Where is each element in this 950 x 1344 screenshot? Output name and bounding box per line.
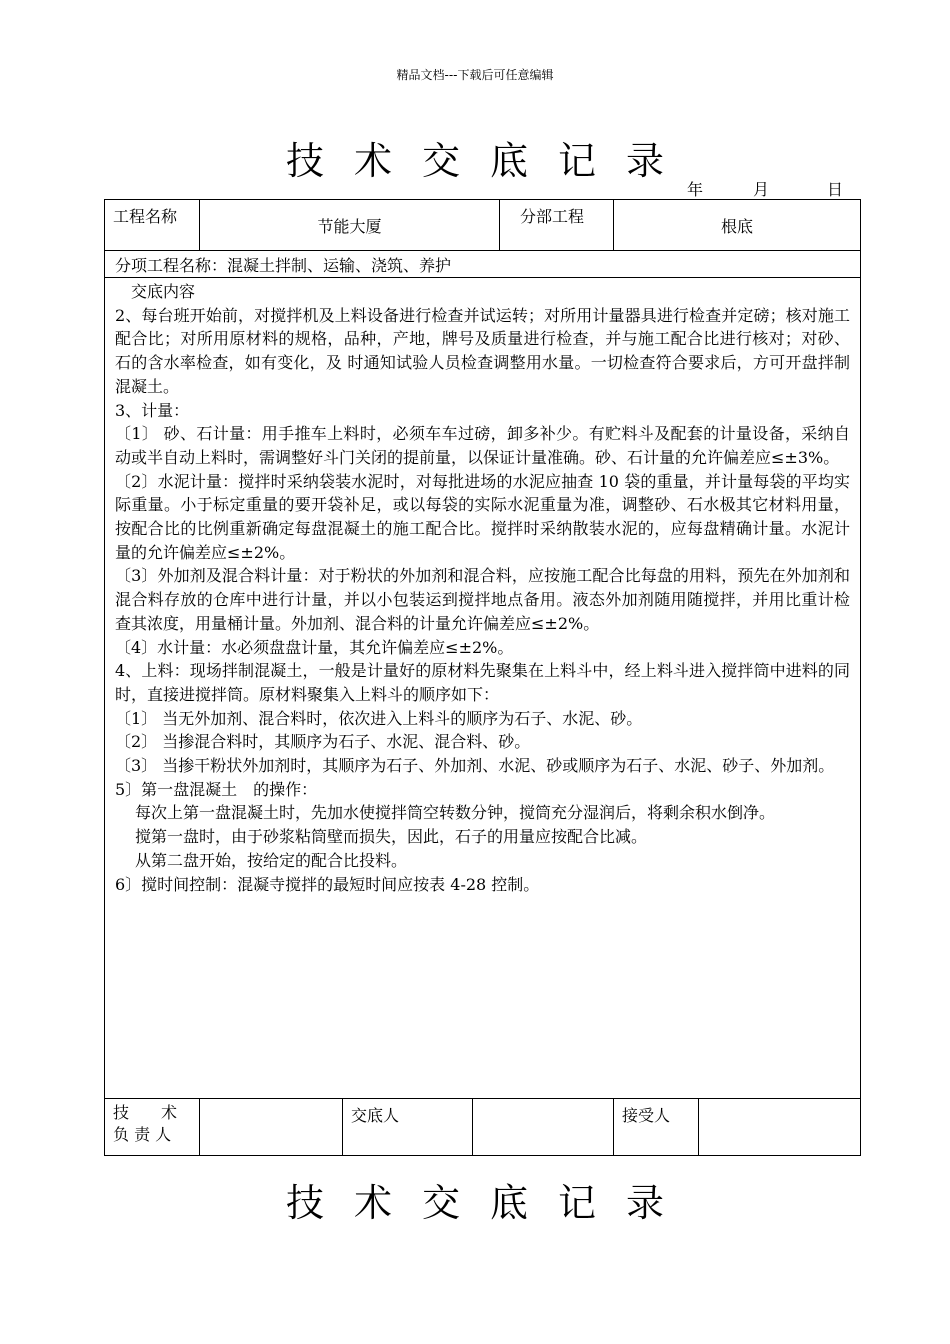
date-month: 月 xyxy=(753,180,770,199)
date-year: 年 xyxy=(687,180,704,199)
content-paragraph: 4、上料：现场拌制混凝土，一般是计量好的原材料先聚集在上料斗中，经上料斗进入搅拌筒中进料的同时，直接进搅拌筒。原材料聚集入上料斗的顺序如下： xyxy=(115,661,851,704)
project-name-label: 工程名称 xyxy=(105,200,200,251)
content-heading: 交底内容 xyxy=(131,282,196,301)
discloser-signature xyxy=(473,1099,614,1156)
receiver-signature xyxy=(699,1099,861,1156)
date-day: 日 xyxy=(827,180,844,199)
header-note: 精品文档---下载后可任意编辑 xyxy=(396,68,554,82)
content-paragraph: 〔4〕水计量：水必须盘盘计量，其允许偏差应≤±2%。 xyxy=(115,637,514,657)
content-paragraph: 5〕第一盘混凝土 的操作： xyxy=(115,779,318,799)
content-paragraph: 3、计量： xyxy=(115,400,190,420)
date-line xyxy=(687,177,843,200)
disclosure-table xyxy=(104,199,861,1156)
content-paragraph: 6〕搅时间控制：混凝寺搅拌的最短时间应按表 4-28 控制。 xyxy=(115,874,540,894)
subitem-name: 分项工程名称：混凝土拌制、运输、浇筑、养护 xyxy=(105,251,861,278)
content-paragraph: 搅第一盘时，由于砂浆粘筒壁而损失，因此，石子的用量应按配合比减。 xyxy=(135,827,648,847)
footer-title: 技术交底记录 xyxy=(285,1181,694,1225)
division-label: 分部工程 xyxy=(500,200,614,251)
tech-lead-label xyxy=(105,1099,200,1156)
content-paragraph: 2、每台班开始前，对搅拌机及上料设备进行检查并试运转；对所用计量器具进行检查并定磅；核对施工配合比；对所用原材料的规格，品种，产地，牌号及质量进行检查，并与施工配合比进行核对；对砂、石的含水率检查，如有变化，及 时通知试验人员检查调整用水量。一切检查符合要求后，方可开盘拌制混凝土。 xyxy=(115,305,851,396)
document-title: 技术交底记录 xyxy=(285,139,694,183)
content-paragraph: 每次上第一盘混凝土时，先加水使搅拌筒空转数分钟，搅筒充分湿润后，将剩余积水倒净。 xyxy=(135,803,776,823)
content-paragraph: 〔3〕外加剂及混合料计量：对于粉状的外加剂和混合料，应按施工配合比每盘的用料，预先在外加剂和混合料存放的仓库中进行计量，并以小包装运到搅拌地点备用。液态外加剂随用随搅拌，并用比重计检查其浓度，用量桶计量。外加剂、混合料的计量允许偏差应≤±2%。 xyxy=(115,566,851,633)
tech-lead-label-line1: 技 术 xyxy=(113,1103,178,1122)
content-paragraph: 〔2〕 当掺混合料时，其顺序为石子、水泥、混合料、砂。 xyxy=(115,732,531,752)
discloser-label: 交底人 xyxy=(343,1099,473,1156)
content-paragraph: 〔1〕 砂、石计量：用手推车上料时，必须车车过磅，卸多补少。有贮料斗及配套的计量设备，采纳自动或半自动上料时，需调整好斗门关闭的提前量，以保证计量准确。砂、石计量的允许偏差应≤±3%。 xyxy=(115,424,851,467)
content-paragraph: 〔3〕 当掺干粉状外加剂时，其顺序为石子、外加剂、水泥、砂或顺序为石子、水泥、砂子、外加剂。 xyxy=(115,756,835,776)
tech-lead-label-line2: 负 责 人 xyxy=(113,1125,172,1144)
tech-lead-signature xyxy=(200,1099,343,1156)
content-paragraph: 〔2〕水泥计量：搅拌时采纳袋装水泥时，对每批进场的水泥应抽查 10 袋的重量，并计量每袋的平均实际重量。小于标定重量的要开袋补足，或以每袋的实际水泥重量为准，调整砂、石水极其它材料用量，按配合比的比例重新确定每盘混凝土的施工配合比。搅拌时采纳散装水泥的，应每盘精确计量。水泥计量的允许偏差应≤±2%。 xyxy=(115,471,851,562)
project-name-value: 节能大厦 xyxy=(200,200,500,251)
division-value: 根底 xyxy=(614,200,861,251)
receiver-label: 接受人 xyxy=(614,1099,699,1156)
disclosure-content xyxy=(105,278,861,1099)
content-paragraph: 从第二盘开始，按给定的配合比投料。 xyxy=(135,850,408,870)
content-paragraph: 〔1〕 当无外加剂、混合料时，依次进入上料斗的顺序为石子、水泥、砂。 xyxy=(115,708,643,728)
